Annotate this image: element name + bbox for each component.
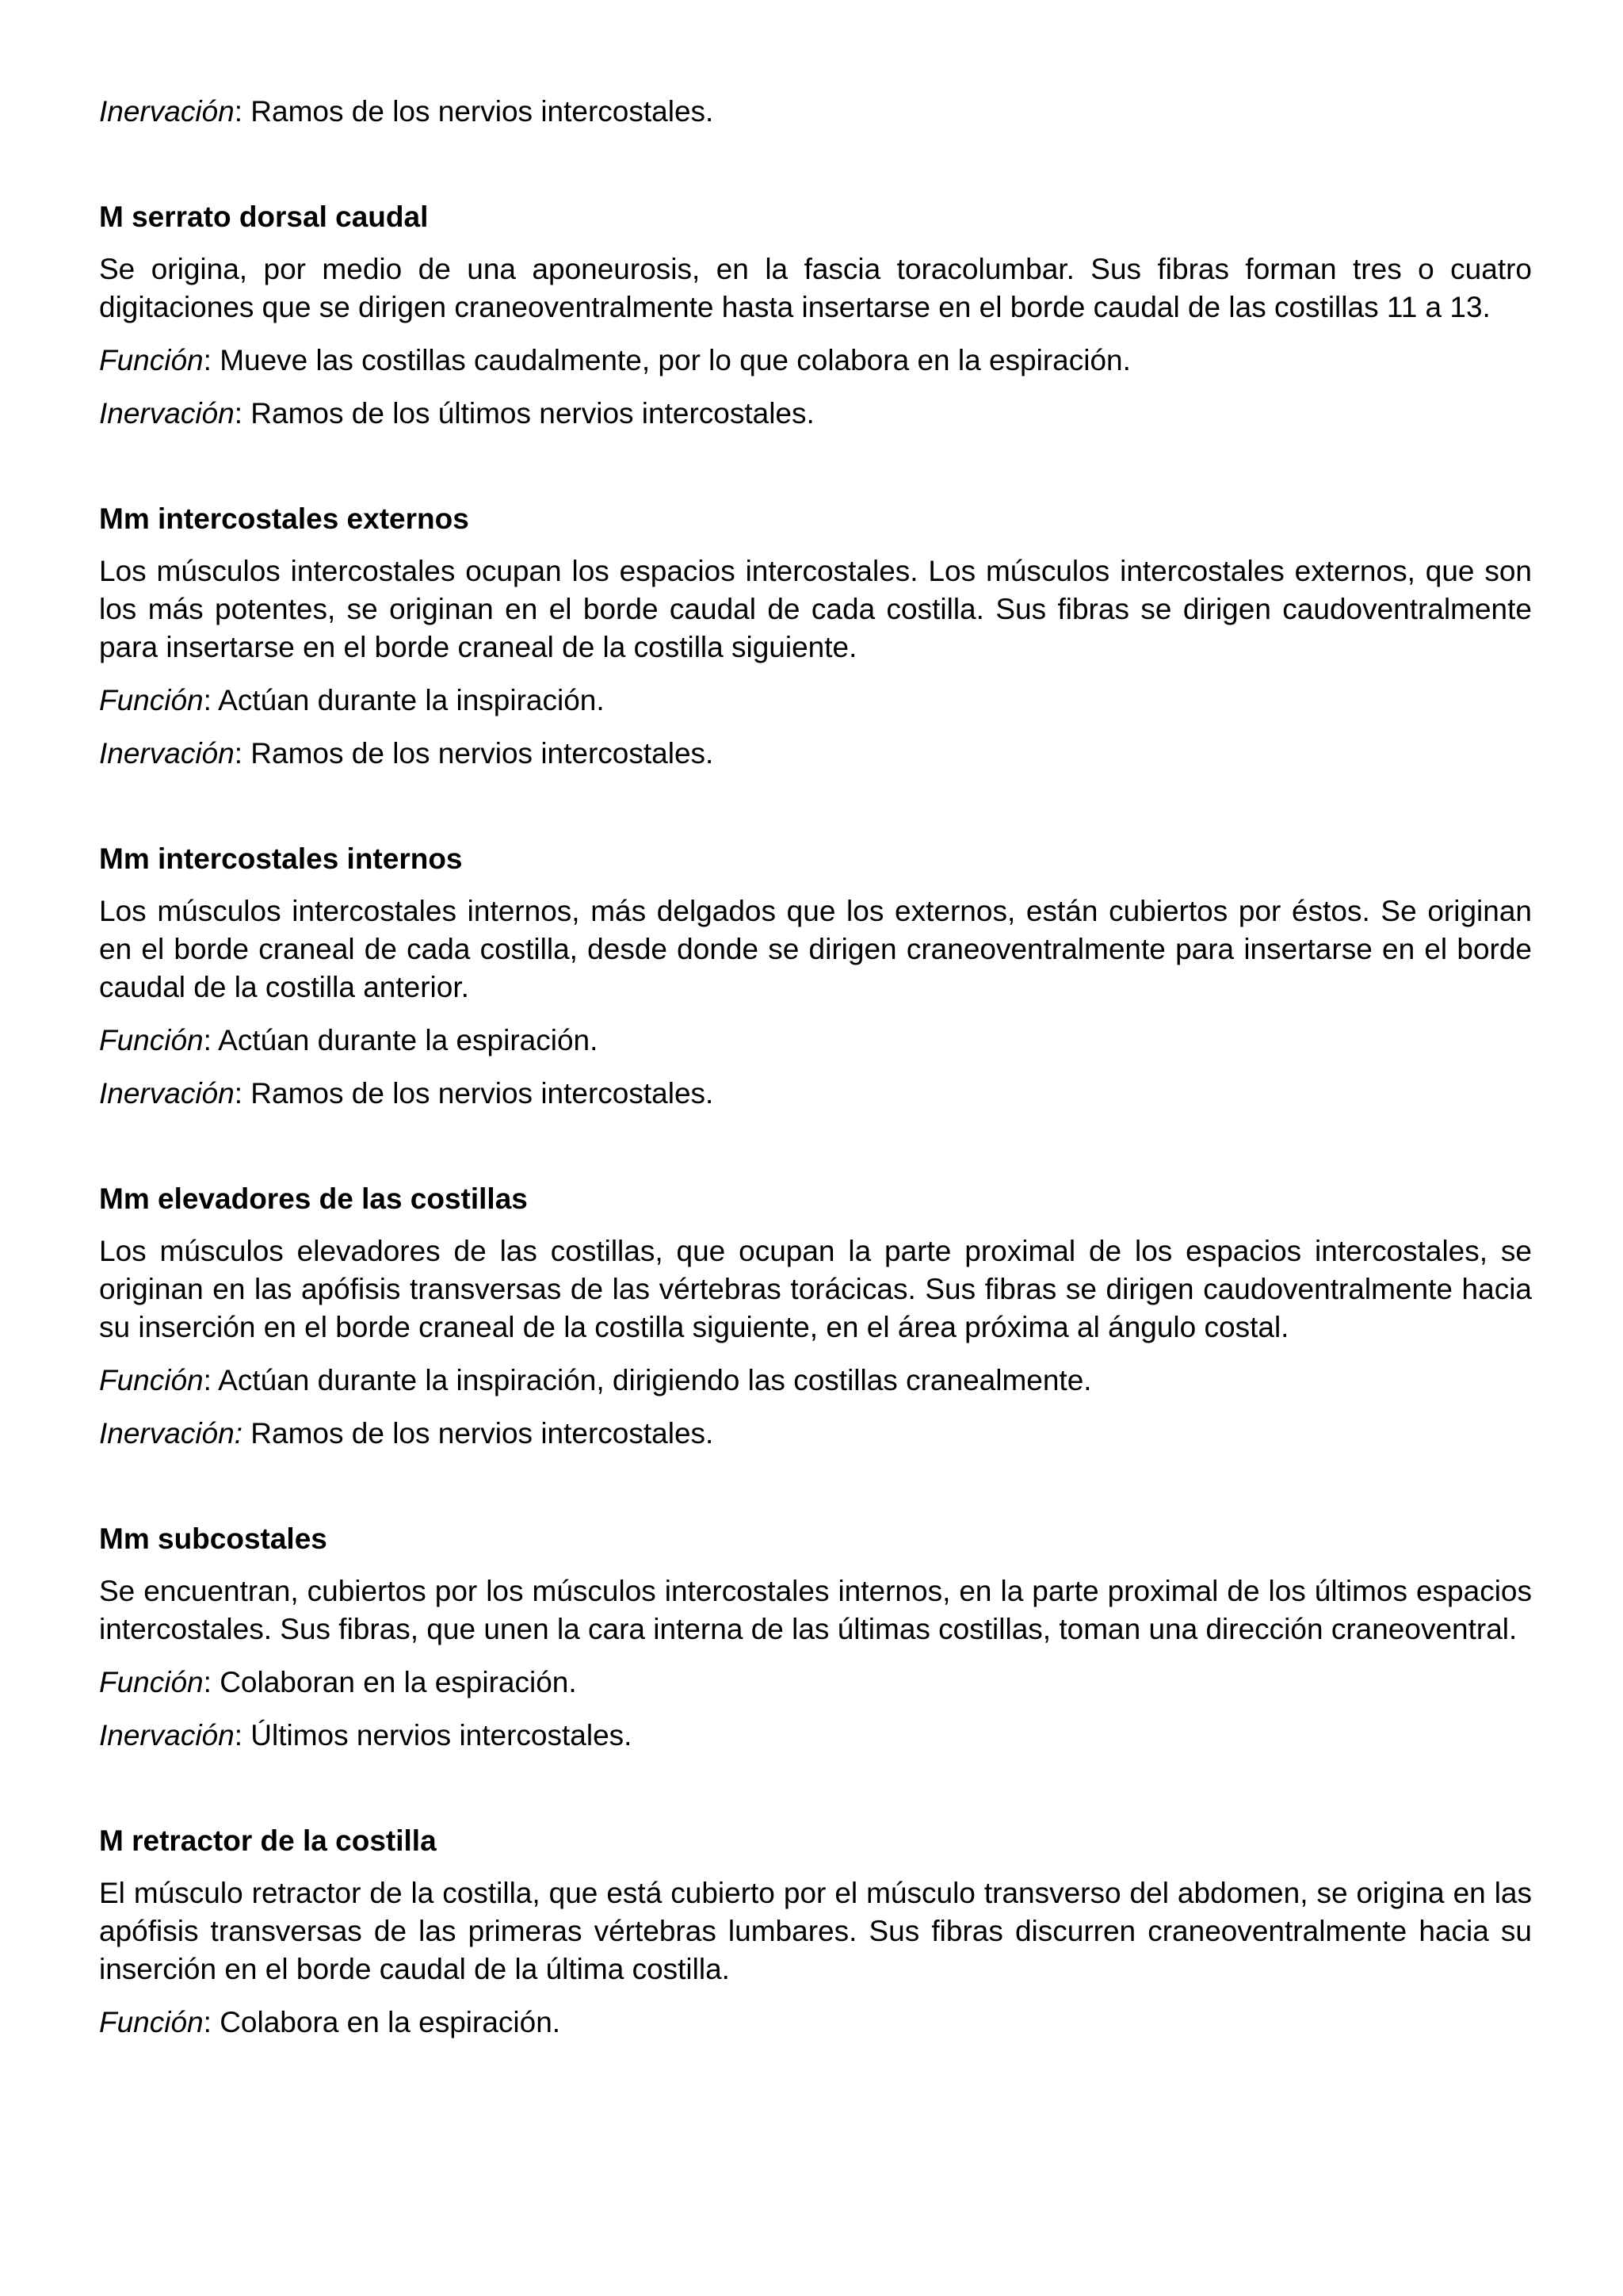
inervacion-text: Ramos de los nervios intercostales. bbox=[242, 1417, 714, 1450]
intro-inervacion bbox=[99, 93, 1532, 131]
section-body: El músculo retractor de la costilla, que está cubierto por el músculo transverso del abdomen, se origina en las apófisis transversas de las primeras vértebras lumbares. Sus fibras discurren craneoventralmente hacia su inserción en el borde caudal de la última costilla. bbox=[99, 1877, 1532, 1985]
section-elevadores-costillas bbox=[99, 1180, 1532, 1453]
section-intercostales-externos bbox=[99, 500, 1532, 773]
funcion-label: Función bbox=[99, 2006, 204, 2038]
funcion-label: Función bbox=[99, 1364, 204, 1396]
section-body: Los músculos intercostales internos, más delgados que los externos, están cubiertos por éstos. Se originan en el borde craneal de cada costilla, desde donde se dirigen craneoventralmente para insertarse en el borde caudal de la costilla anterior. bbox=[99, 895, 1532, 1003]
inervacion-text: : Últimos nervios intercostales. bbox=[234, 1719, 632, 1752]
section-inervacion bbox=[99, 1717, 1532, 1755]
section-title: Mm subcostales bbox=[99, 1522, 327, 1555]
section-body: Los músculos elevadores de las costillas, que ocupan la parte proximal de los espacios intercostales, se originan en las apófisis transversas de las vértebras torácicas. Sus fibras se dirigen caudoventralmente hacia su inserción en el borde craneal de la costilla siguiente, en el área próxima al ángulo costal. bbox=[99, 1235, 1532, 1343]
funcion-text: : Actúan durante la inspiración, dirigiendo las costillas cranealmente. bbox=[203, 1364, 1092, 1396]
section-inervacion bbox=[99, 1075, 1532, 1113]
funcion-text: : Mueve las costillas caudalmente, por lo que colabora en la espiración. bbox=[203, 344, 1131, 376]
section-inervacion bbox=[99, 735, 1532, 773]
funcion-label: Función bbox=[99, 684, 204, 716]
funcion-text: : Colaboran en la espiración. bbox=[203, 1666, 577, 1698]
section-retractor-costilla bbox=[99, 1822, 1532, 2042]
section-funcion bbox=[99, 1664, 1532, 1702]
section-body: Se origina, por medio de una aponeurosis, en la fascia toracolumbar. Sus fibras forman tres o cuatro digitaciones que se dirigen craneoventralmente hasta insertarse en el borde caudal de las costillas 11 a 13. bbox=[99, 253, 1532, 323]
funcion-label: Función bbox=[99, 344, 204, 376]
section-serrato-dorsal-caudal bbox=[99, 198, 1532, 433]
funcion-text: : Actúan durante la espiración. bbox=[203, 1024, 598, 1056]
section-funcion bbox=[99, 1362, 1532, 1400]
section-body: Se encuentran, cubiertos por los músculos intercostales internos, en la parte proximal de los últimos espacios intercostales. Sus fibras, que unen la cara interna de las últimas costillas, toman una dirección craneoventral. bbox=[99, 1575, 1532, 1645]
section-funcion bbox=[99, 2004, 1532, 2042]
inervacion-label: Inervación bbox=[99, 397, 235, 430]
section-subcostales bbox=[99, 1520, 1532, 1755]
inervacion-label: Inervación: bbox=[99, 1417, 242, 1450]
inervacion-text: : Ramos de los nervios intercostales. bbox=[234, 1077, 714, 1110]
section-funcion bbox=[99, 342, 1532, 380]
section-inervacion bbox=[99, 395, 1532, 433]
inervacion-label: Inervación bbox=[99, 737, 235, 770]
section-title: Mm intercostales externos bbox=[99, 502, 469, 535]
document-page bbox=[99, 93, 1532, 2042]
section-inervacion bbox=[99, 1415, 1532, 1453]
funcion-text: : Actúan durante la inspiración. bbox=[203, 684, 605, 716]
section-title: Mm intercostales internos bbox=[99, 842, 463, 875]
funcion-text: : Colabora en la espiración. bbox=[203, 2006, 561, 2038]
section-title: M retractor de la costilla bbox=[99, 1824, 437, 1857]
inervacion-text: : Ramos de los nervios intercostales. bbox=[234, 95, 714, 128]
section-funcion bbox=[99, 682, 1532, 720]
section-funcion bbox=[99, 1022, 1532, 1060]
section-title: M serrato dorsal caudal bbox=[99, 201, 429, 233]
section-title: Mm elevadores de las costillas bbox=[99, 1182, 528, 1215]
inervacion-label: Inervación bbox=[99, 1077, 235, 1110]
inervacion-text: : Ramos de los nervios intercostales. bbox=[234, 737, 714, 770]
inervacion-label: Inervación bbox=[99, 95, 235, 128]
funcion-label: Función bbox=[99, 1024, 204, 1056]
funcion-label: Función bbox=[99, 1666, 204, 1698]
inervacion-label: Inervación bbox=[99, 1719, 235, 1752]
section-body: Los músculos intercostales ocupan los espacios intercostales. Los músculos intercostales externos, que son los más potentes, se originan en el borde caudal de cada costilla. Sus fibras se dirigen caudoventralmente para insertarse en el borde craneal de la costilla siguiente. bbox=[99, 555, 1532, 663]
section-intercostales-internos bbox=[99, 840, 1532, 1113]
inervacion-text: : Ramos de los últimos nervios intercostales. bbox=[234, 397, 815, 430]
